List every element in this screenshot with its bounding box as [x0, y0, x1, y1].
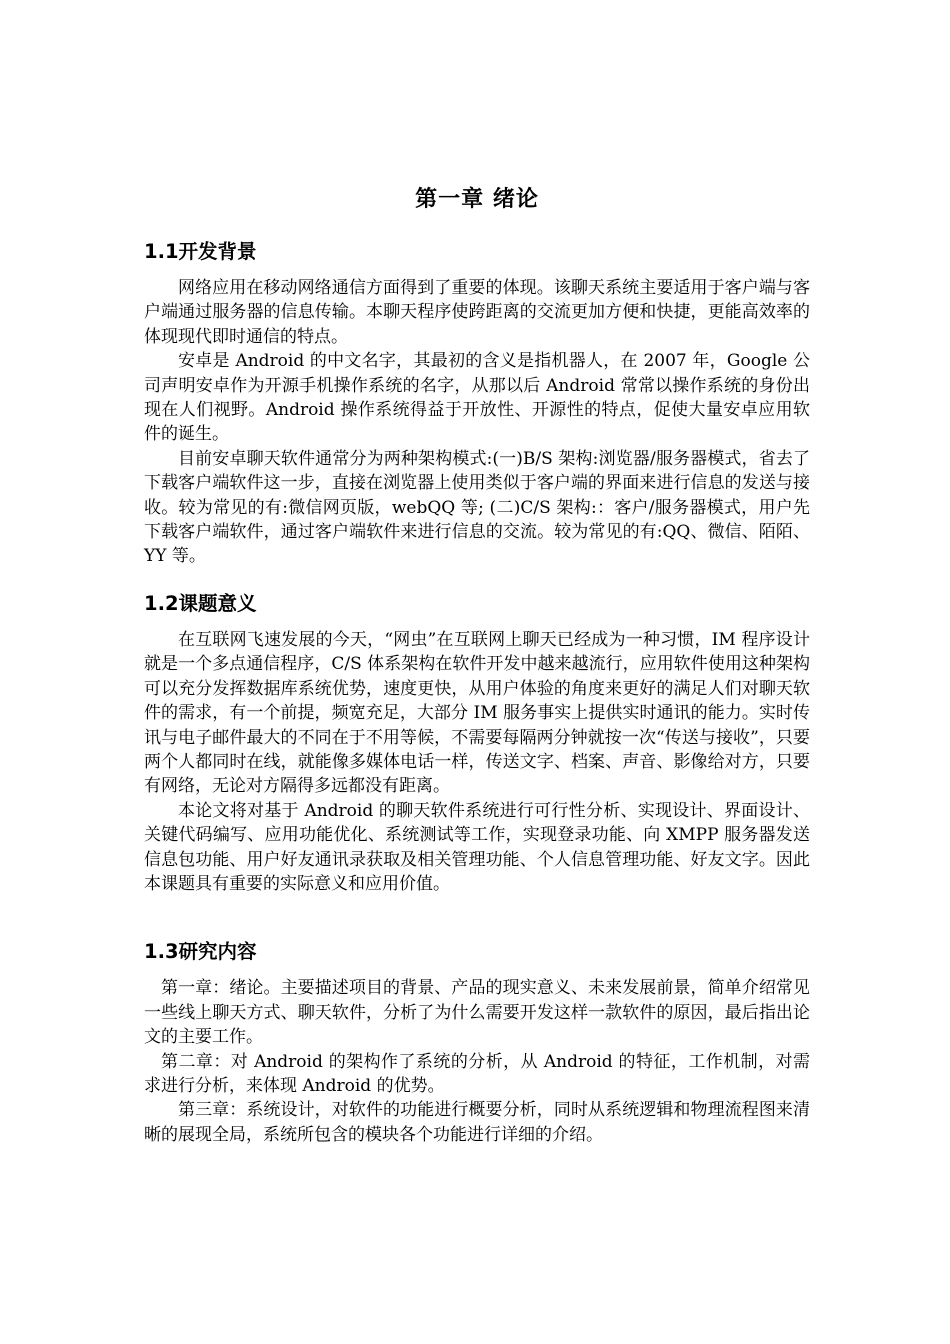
section-heading-1-3: 1.3研究内容 — [144, 940, 257, 964]
section-heading-1-1: 1.1开发背景 — [144, 240, 257, 263]
document-body — [144, 183, 810, 1147]
chapter-title: 第一章 绪论 — [415, 187, 539, 212]
paragraph: 目前安卓聊天软件通常分为两种架构模式:(一)B/S 架构:浏览器/服务器模式，省去了下载客户端软件这一步，直接在浏览器上使用类似于客户端的界面来进行信息的发送与接收。较为常见的有:微信网页版，webQQ 等; (二)C/S 架构:：客户/服务器模式，用户先下载客户端软件，通过客户端软件来进行信息的交流。较为常见的有:QQ、微信、陌陌、YY 等。 — [144, 448, 810, 567]
section-spacer — [144, 569, 810, 589]
section-spacer — [144, 896, 810, 937]
paragraph: 在互联网飞速发展的今天，“网虫”在互联网上聊天已经成为一种习惯，IM 程序设计就是一个多点通信程序，C/S 体系架构在软件开发中越来越流行，应用软件使用这种架构可以充分发挥数据库系统优势，速度更快，从用户体验的角度来更好的满足人们对聊天软件的需求，有一个前提，频宽充足，大部分 IM 服务事实上提供实时通讯的能力。实时传讯与电子邮件最大的不同在于不用等候，不需要每隔两分钟就按一次“传送与接收”，只要两个人都同时在线，就能像多媒体电话一样，传送文字、档案、声音、影像给对方，只要有网络，无论对方隔得多远都没有距离。 — [144, 629, 810, 797]
paragraph: 第一章：绪论。主要描述项目的背景、产品的现实意义、未来发展前景，简单介绍常见一些线上聊天方式、聊天软件，分析了为什么需要开发这样一款软件的原因，最后指出论文的主要工作。 — [144, 978, 810, 1048]
paragraph: 第二章：对 Android 的架构作了系统的分析，从 Android 的特征，工作机制，对需求进行分析，来体现 Android 的优势。 — [144, 1051, 810, 1096]
paragraph: 安卓是 Android 的中文名字，其最初的含义是指机器人，在 2007 年，Google 公司声明安卓作为开源手机操作系统的名字，从那以后 Android 常常以操作系统的身份出现在人们视野。Android 操作系统得益于开放性、开源性的特点，促使大量安卓应用软件的诞生。 — [144, 351, 810, 445]
paragraph: 网络应用在移动网络通信方面得到了重要的体现。该聊天系统主要适用于客户端与客户端通过服务器的信息传输。本聊天程序使跨距离的交流更加方便和快捷，更能高效率的体现现代即时通信的特点。 — [144, 278, 810, 347]
paragraph: 第三章：系统设计，对软件的功能进行概要分析，同时从系统逻辑和物理流程图来清晰的展现全局，系统所包含的模块各个功能进行详细的介绍。 — [144, 1100, 810, 1145]
section-heading-1-2: 1.2课题意义 — [144, 591, 257, 615]
paragraph: 本论文将对基于 Android 的聊天软件系统进行可行性分析、实现设计、界面设计、关键代码编写、应用功能优化、系统测试等工作，实现登录功能、向 XMPP 服务器发送信息包功能、用户好友通讯录获取及相关管理功能、个人信息管理功能、好友文字。因此本课题具有重要的实际意义和应用价值。 — [144, 800, 810, 894]
